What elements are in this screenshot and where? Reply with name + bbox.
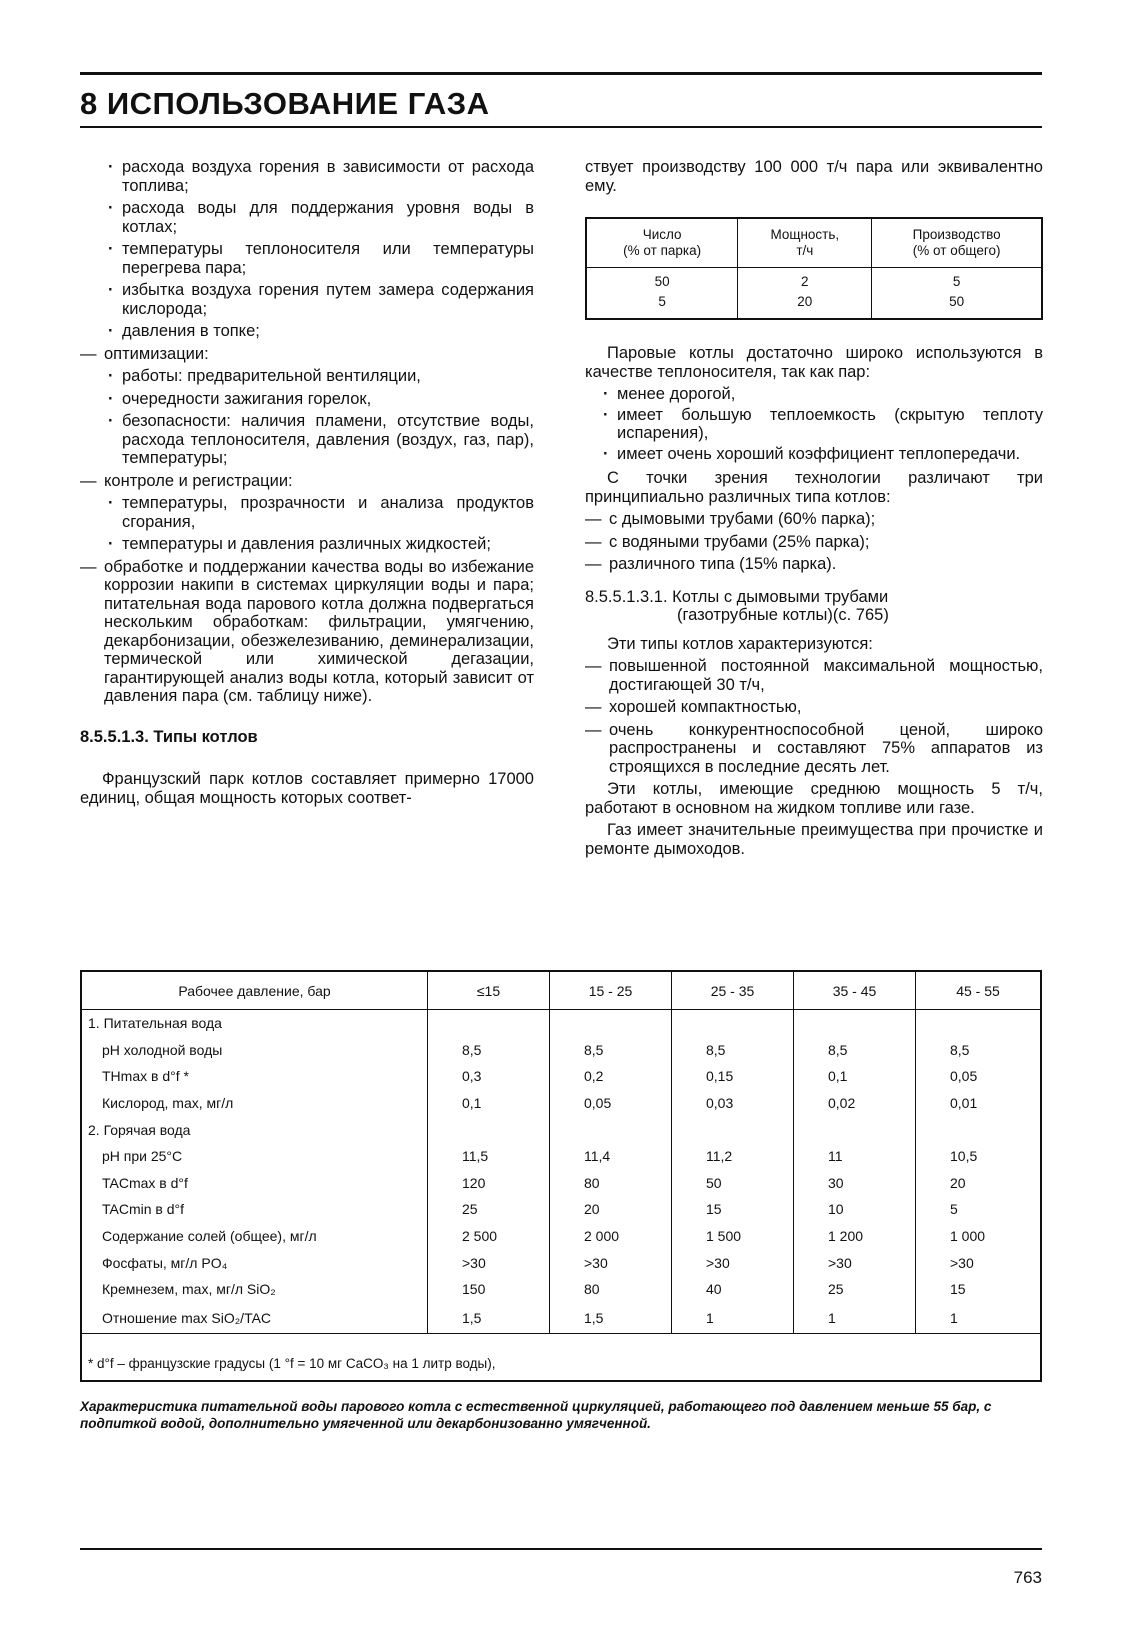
section-heading: 8.5.5.1.3. Типы котлов bbox=[80, 727, 258, 746]
paragraph: Эти типы котлов характеризуются: bbox=[607, 634, 873, 653]
left-column bbox=[80, 158, 534, 811]
dash-item: — повышенной постоянной максимальной мощностью, достигающей 30 т/ч, bbox=[585, 657, 1043, 694]
boiler-fleet-table bbox=[585, 217, 1043, 320]
dash-item: — различного типа (15% парка). bbox=[585, 555, 1043, 574]
footer-rule bbox=[80, 1548, 1042, 1550]
table-row: 5 20 50 bbox=[586, 292, 1042, 319]
bullet-item: · расхода воды для поддержания уровня воды в котлах; bbox=[80, 199, 534, 236]
water-quality-table bbox=[82, 972, 1040, 1334]
section-row: 1. Питательная вода bbox=[82, 1010, 1040, 1037]
bullet-item: · температуры и давления различных жидкостей; bbox=[80, 535, 534, 554]
bullet-item: · расхода воздуха горения в зависимости от расхода топлива; bbox=[80, 158, 534, 195]
bullet-item: · безопасности: наличия пламени, отсутствие воды, расхода теплоносителя, давления (воздух, газ, пар), температуры; bbox=[80, 412, 534, 468]
bullet-item: · имеет очень хороший коэффициент теплопередачи. bbox=[585, 445, 1043, 464]
table-row: Кислород, max, мг/л 0,1 0,05 0,03 0,02 0,01 bbox=[82, 1090, 1040, 1117]
dash-item: — контроле и регистрации: bbox=[80, 472, 534, 491]
header-bottom-rule bbox=[80, 126, 1042, 128]
table-row: 50 2 5 bbox=[586, 268, 1042, 293]
dash-item: — обработке и поддержании качества воды во избежание коррозии накипи в системах циркуляции воды и пара; питательная вода парового котла должна подвергаться нескольким обработкам: фильтрации, умягчению, декарбонизации, обезжелезиванию, деминерализации, термической или химической дегазации, гарантирующей анализ воды котла, который зависит от давления пара (см. таблицу ниже). bbox=[80, 558, 534, 706]
table-row: Фосфаты, мг/л PO₄ >30 >30 >30 >30 >30 bbox=[82, 1249, 1040, 1276]
bullet-item: · очередности зажигания горелок, bbox=[80, 390, 534, 409]
bullet-item: · работы: предварительной вентиляции, bbox=[80, 367, 534, 386]
header-top-rule bbox=[80, 72, 1042, 75]
section-row: 2. Горячая вода bbox=[82, 1116, 1040, 1143]
right-column bbox=[585, 158, 1043, 862]
page-header: 8 ИСПОЛЬЗОВАНИЕ ГАЗА bbox=[80, 86, 490, 121]
table-row: pH при 25°C 11,5 11,4 11,2 11 10,5 bbox=[82, 1143, 1040, 1170]
table-footnote: * d°f – французские градусы (1 °f = 10 мг CaCO₃ на 1 литр воды), bbox=[88, 1356, 496, 1371]
water-quality-table-frame bbox=[80, 970, 1042, 1382]
bullet-item: · температуры теплоносителя или температуры перегрева пара; bbox=[80, 240, 534, 277]
table-row: Кремнезем, max, мг/л SiO₂ 150 80 40 25 15 bbox=[82, 1276, 1040, 1303]
paragraph: Эти котлы, имеющие среднюю мощность 5 т/ч, работают в основном на жидком топливе или газе. bbox=[585, 780, 1043, 817]
table-row: THmax в d°f * 0,3 0,2 0,15 0,1 0,05 bbox=[82, 1063, 1040, 1090]
bullet-item: · температуры, прозрачности и анализа продуктов сгорания, bbox=[80, 494, 534, 531]
dash-item: — хорошей компактностью, bbox=[585, 698, 1043, 717]
paragraph: Газ имеет значительные преимущества при прочистке и ремонте дымоходов. bbox=[585, 821, 1043, 858]
paragraph: ствует производству 100 000 т/ч пара или эквивалентно ему. bbox=[585, 158, 1043, 195]
table-caption: Характеристика питательной воды парового котла с естественной циркуляцией, работающего под давлением меньше 55 бар, с подпиткой водой, дополнительно умягченной или декарбонизованно умягченной. bbox=[80, 1399, 992, 1431]
paragraph: Французский парк котлов составляет примерно 17000 единиц, общая мощность которых соответ- bbox=[80, 770, 534, 807]
paragraph: С точки зрения технологии различают три принципиально различных типа котлов: bbox=[585, 469, 1043, 506]
dash-item: — с водяными трубами (25% парка); bbox=[585, 533, 1043, 552]
bullet-item: · избытка воздуха горения путем замера содержания кислорода; bbox=[80, 281, 534, 318]
dash-item: — оптимизации: bbox=[80, 345, 534, 364]
bullet-item: · давления в топке; bbox=[80, 322, 534, 341]
bullet-item: · менее дорогой, bbox=[585, 385, 1043, 404]
dash-item: — очень конкурентноспособной ценой, широко распространены и составляют 75% аппаратов из строящихся в последние десять лет. bbox=[585, 721, 1043, 777]
table-header-cell: Число (% от парка) bbox=[586, 218, 738, 268]
dash-item: — с дымовыми трубами (60% парка); bbox=[585, 510, 1043, 529]
paragraph: Паровые котлы достаточно широко используются в качестве теплоносителя, так как пар: bbox=[585, 344, 1043, 381]
table-header-row: Рабочее давление, бар ≤15 15 - 25 25 - 35 35 - 45 45 - 55 bbox=[82, 972, 1040, 1010]
page-number: 763 bbox=[1013, 1568, 1042, 1587]
table-header-cell: Производство (% от общего) bbox=[872, 218, 1042, 268]
table-header-cell: Мощность, т/ч bbox=[738, 218, 872, 268]
table-row: pH холодной воды 8,5 8,5 8,5 8,5 8,5 bbox=[82, 1037, 1040, 1064]
table-row: TACmax в d°f 120 80 50 30 20 bbox=[82, 1170, 1040, 1197]
bullet-item: · имеет большую теплоемкость (скрытую теплоту испарения), bbox=[585, 406, 1043, 443]
table-row: Отношение max SiO₂/TAC 1,5 1,5 1 1 1 bbox=[82, 1303, 1040, 1334]
table-row: TACmin в d°f 25 20 15 10 5 bbox=[82, 1196, 1040, 1223]
subsection-heading: 8.5.5.1.3.1. Котлы с дымовыми трубами (газотрубные котлы)(с. 765) bbox=[585, 587, 889, 624]
table-row: Содержание солей (общее), мг/л 2 500 2 000 1 500 1 200 1 000 bbox=[82, 1223, 1040, 1250]
